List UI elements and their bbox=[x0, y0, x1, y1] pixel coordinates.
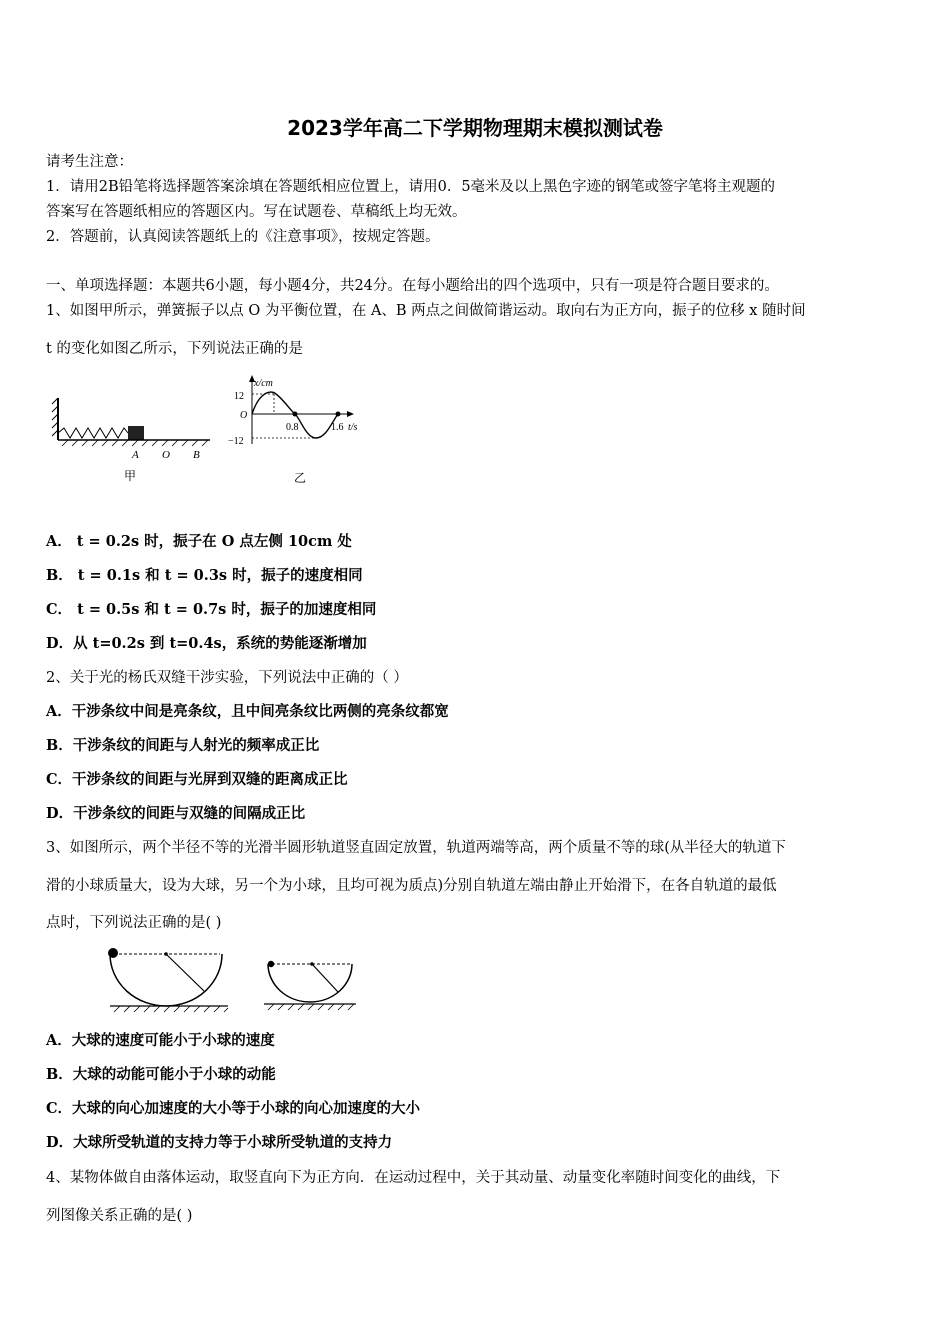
notice-line-1: 1．请用2B铅笔将选择题答案涂填在答题纸相应位置上，请用0．5毫米及以上黑色字迹的钢笔或签字笔将主观题的 bbox=[46, 179, 776, 195]
q3-stem-line-2: 滑的小球质量大，设为大球，另一个为小球，且均可视为质点)分别自轨道左端由静止开始滑下，在各自轨道的最低 bbox=[46, 878, 777, 894]
q3-figure-tracks bbox=[100, 944, 370, 1016]
q1-option-a: A． t = 0.2s 时，振子在 O 点左侧 10cm 处 bbox=[46, 533, 352, 550]
q3-option-d: D．大球所受轨道的支持力等于小球所受轨道的支持力 bbox=[46, 1134, 393, 1151]
q3-option-c: C．大球的向心加速度的大小等于小球的向心加速度的大小 bbox=[46, 1100, 421, 1117]
caption-yi: 乙 bbox=[294, 471, 307, 485]
caption-jia: 甲 bbox=[124, 469, 137, 483]
q1-option-c: C． t = 0.5s 和 t = 0.7s 时，振子的加速度相同 bbox=[46, 601, 377, 618]
q2-option-c: C．干涉条纹的间距与光屏到双缝的距离成正比 bbox=[46, 771, 348, 788]
q1-figure-graph bbox=[220, 372, 380, 488]
q3-option-a: A．大球的速度可能小于小球的速度 bbox=[46, 1032, 275, 1049]
large-ball bbox=[108, 948, 118, 958]
small-ball bbox=[268, 961, 274, 967]
label-o: O bbox=[162, 449, 170, 461]
q3-stem-line-1: 3、如图所示，两个半径不等的光滑半圆形轨道竖直固定放置，轨道两端等高，两个质量不等的球(从半径大的轨道下 bbox=[46, 840, 786, 856]
q4-stem-line-1: 4、某物体做自由落体运动，取竖直向下为正方向．在运动过程中，关于其动量、动量变化率随时间变化的曲线，下 bbox=[46, 1170, 781, 1186]
q3-option-b: B．大球的动能可能小于小球的动能 bbox=[46, 1066, 276, 1083]
q3-stem-line-3: 点时，下列说法正确的是( ) bbox=[46, 915, 222, 931]
q1-figure-spring bbox=[50, 378, 220, 488]
notice-line-3: 2．答题前，认真阅读答题纸上的《注意事项》，按规定答题。 bbox=[46, 229, 440, 245]
tick-y-neg12: −12 bbox=[228, 436, 244, 447]
tick-x-1-6: 1.6 bbox=[331, 422, 344, 433]
notice-line-2: 答案写在答题纸相应的答题区内。写在试题卷、草稿纸上均无效。 bbox=[46, 204, 467, 220]
graph-y-label: x/cm bbox=[254, 378, 273, 389]
notice-heading: 请考生注意： bbox=[46, 154, 133, 170]
q4-stem-line-2: 列图像关系正确的是( ) bbox=[46, 1208, 193, 1224]
q1-stem-line-2: t 的变化如图乙所示，下列说法正确的是 bbox=[46, 341, 303, 357]
tick-y-o: O bbox=[240, 410, 248, 421]
label-a: A bbox=[132, 449, 139, 461]
q2-option-d: D．干涉条纹的间距与双缝的间隔成正比 bbox=[46, 805, 306, 822]
section-heading: 一、单项选择题：本题共6小题，每小题4分，共24分。在每小题给出的四个选项中，只有一项是符合题目要求的。 bbox=[46, 278, 779, 294]
tick-y-12: 12 bbox=[234, 391, 244, 402]
q2-stem: 2、关于光的杨氏双缝干涉实验，下列说法中正确的（ ） bbox=[46, 670, 408, 686]
label-b: B bbox=[193, 449, 200, 461]
q2-option-a: A．干涉条纹中间是亮条纹，且中间亮条纹比两侧的亮条纹都宽 bbox=[46, 703, 449, 720]
page-title: 2023学年高二下学期物理期末模拟测试卷 bbox=[287, 116, 663, 140]
q1-option-b: B． t = 0.1s 和 t = 0.3s 时，振子的速度相同 bbox=[46, 567, 363, 584]
oscillator-block bbox=[128, 426, 144, 440]
q2-option-b: B．干涉条纹的间距与人射光的频率成正比 bbox=[46, 737, 320, 754]
tick-x-0-8: 0.8 bbox=[286, 422, 299, 433]
graph-x-label: t/s bbox=[348, 422, 358, 433]
q1-option-d: D．从 t=0.2s 到 t=0.4s，系统的势能逐渐增加 bbox=[46, 635, 367, 652]
q1-stem-line-1: 1、如图甲所示，弹簧振子以点 O 为平衡位置，在 A、B 两点之间做简谐运动。取向右为正方向，振子的位移 x 随时间 bbox=[46, 303, 806, 319]
